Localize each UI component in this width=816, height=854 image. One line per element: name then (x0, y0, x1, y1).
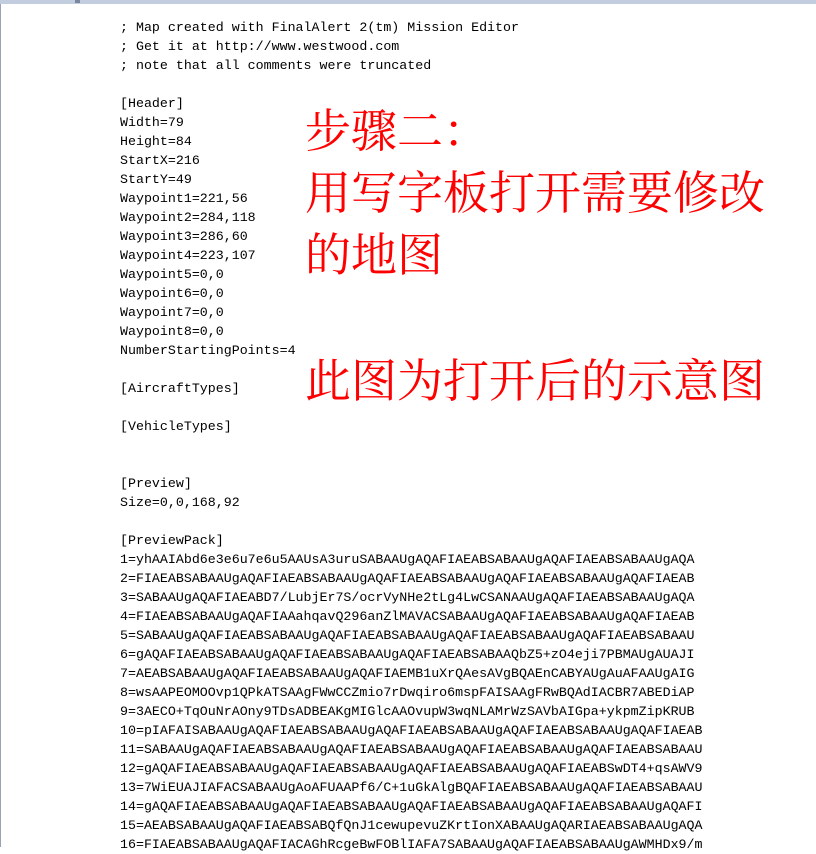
ruler-marker[interactable] (75, 0, 80, 3)
document-line: Height=84 (120, 134, 192, 149)
document-line: 2=FIAEABSABAAUgAQAFIAEABSABAAUgAQAFIAEABSABAAUgAQAFIAEABSABAAUgAQAFIAEAB (120, 571, 695, 586)
document-line: [Preview] (120, 476, 192, 491)
document-line: 4=FIAEABSABAAUgAQAFIAAahqavQ296anZlMAVACSABAAUgAQAFIAEABSABAAUgAQAFIAEAB (120, 609, 695, 624)
document-line: Waypoint8=0,0 (120, 324, 224, 339)
document-line: Size=0,0,168,92 (120, 495, 240, 510)
document-line: 1=yhAAIAbd6e3e6u7e6u5AAUsA3uruSABAAUgAQAFIAEABSABAAUgAQAFIAEABSABAAUgAQA (120, 552, 695, 567)
document-line: Waypoint3=286,60 (120, 229, 248, 244)
document-line: 3=SABAAUgAQAFIAEABD7/LubjEr7S/ocrVyNHe2tLg4LwCSANAAUgAQAFIAEABSABAAUgAQA (120, 590, 695, 605)
document-line: 16=FIAEABSABAAUgAQAFIACAGhRcgeBwFOBlIAFA7SABAAUgAQAFIAEABSABAAUgAWMHDx9/m (120, 837, 703, 852)
document-line: 12=gAQAFIAEABSABAAUgAQAFIAEABSABAAUgAQAFIAEABSABAAUgAQAFIAEABSwDT4+qsAWV9 (120, 761, 703, 776)
annotation-instruction-cont: 的地图 (305, 228, 443, 282)
blank-line (120, 512, 703, 531)
document-line: Waypoint6=0,0 (120, 286, 224, 301)
document-line: [VehicleTypes] (120, 419, 232, 434)
document-line: [Header] (120, 96, 184, 111)
annotation-step-title (305, 100, 765, 286)
document-line: 10=pIAFAISABAAUgAQAFIAEABSABAAUgAQAFIAEABSABAAUgAQAFIAEABSABAAUgAQAFIAEAB (120, 723, 703, 738)
document-left-border (0, 4, 1, 847)
document-line: StartY=49 (120, 172, 192, 187)
annotation-step-label: 步骤二： (305, 104, 489, 158)
document-line: 7=AEABSABAAUgAQAFIAEABSABAAUgAQAFIAEMB1uXrQAesAVgBQAEnCABYAUgAuAFAAUgAIG (120, 666, 695, 681)
document-line: 13=7WiEUAJIAFACSABAAUgAoAFUAAPf6/C+1uGkAlgBQAFIAEABSABAAUgAQAFIAEABSABAAU (120, 780, 703, 795)
document-line: ; Get it at http://www.westwood.com (120, 39, 400, 54)
document-line: ; Map created with FinalAlert 2(tm) Mission Editor (120, 20, 519, 35)
blank-line (120, 75, 703, 94)
document-line: Width=79 (120, 115, 184, 130)
annotation-note: 此图为打开后的示意图 (305, 354, 765, 408)
document-line: StartX=216 (120, 153, 200, 168)
document-line: 15=AEABSABAAUgAQAFIAEABSABQfQnJ1cewupevuZKrtIonXABAAUgAQARIAEABSABAAUgAQA (120, 818, 703, 833)
document-line: 8=wsAAPEOMOOvp1QPkATSAAgFWwCCZmio7rDwqiro6mspFAISAAgFRwBQAdIACBR7ABEDiAP (120, 685, 695, 700)
document-line: NumberStartingPoints=4 (120, 343, 296, 358)
document-line: Waypoint2=284,118 (120, 210, 256, 225)
document-line: 9=3AECO+TqOuNrAOny9TDsADBEAKgMIGlcAAOvupW3wqNLAMrWzSAVbAIGpa+ykpmZipKRUB (120, 704, 695, 719)
document-line: ; note that all comments were truncated (120, 58, 432, 73)
document-line: Waypoint7=0,0 (120, 305, 224, 320)
document-line: 6=gAQAFIAEABSABAAUgAQAFIAEABSABAAUgAQAFIAEABSABAAQbZ5+zO4eji7PBMAUgAUAJI (120, 647, 695, 662)
blank-line (120, 436, 703, 455)
document-line: Waypoint5=0,0 (120, 267, 224, 282)
document-line: Waypoint1=221,56 (120, 191, 248, 206)
document-line: 14=gAQAFIAEABSABAAUgAQAFIAEABSABAAUgAQAFIAEABSABAAUgAQAFIAEABSABAAUgAQAFI (120, 799, 703, 814)
blank-line (120, 455, 703, 474)
document-line: Waypoint4=223,107 (120, 248, 256, 263)
window-top-bar (0, 0, 816, 4)
annotation-instruction: 用写字板打开需要修改 (305, 166, 765, 220)
document-line: 5=SABAAUgAQAFIAEABSABAAUgAQAFIAEABSABAAUgAQAFIAEABSABAAUgAQAFIAEABSABAAU (120, 628, 695, 643)
document-line: [AircraftTypes] (120, 381, 240, 396)
document-line: [PreviewPack] (120, 533, 224, 548)
document-line: 11=SABAAUgAQAFIAEABSABAAUgAQAFIAEABSABAAUgAQAFIAEABSABAAUgAQAFIAEABSABAAU (120, 742, 703, 757)
